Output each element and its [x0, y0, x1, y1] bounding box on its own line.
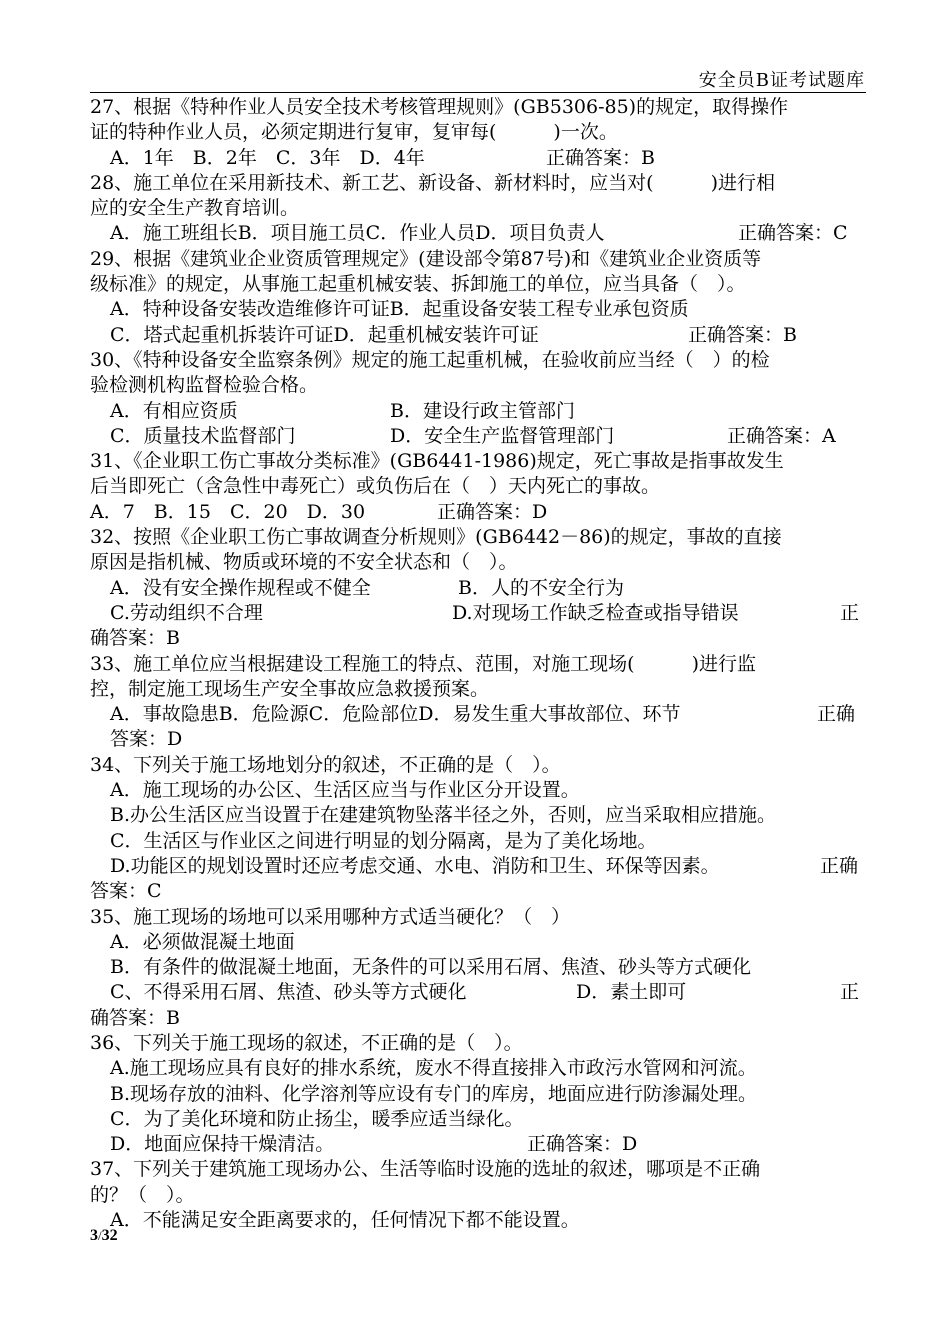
text-line: 36、下列关于施工现场的叙述，不正确的是（ ）。: [90, 1031, 523, 1054]
answer-text: 正确答案：C: [738, 222, 848, 245]
answer-text: 正确答案：D: [437, 500, 548, 523]
answer-text: 答案：C: [90, 880, 162, 903]
answer-text: 正确答案：A: [727, 424, 836, 447]
answer-text: 答案：D: [110, 728, 183, 751]
option-line: A．特种设备安装改造维修许可证B．起重设备安装工程专业承包资质: [110, 298, 689, 321]
page-separator: /: [98, 1228, 102, 1243]
option-text: A．没有安全操作规程或不健全: [110, 576, 371, 599]
option-line: A．必须做混凝土地面: [110, 930, 295, 953]
option-line: [90, 601, 870, 626]
option-line: [90, 1132, 870, 1157]
option-line: [90, 424, 870, 449]
option-line: [90, 500, 870, 525]
text-line: 33、施工单位应当根据建设工程施工的特点、范围，对施工现场( )进行监: [90, 652, 757, 675]
answer-text: 正确: [820, 854, 859, 877]
text-line: 37、下列关于建筑施工现场办公、生活等临时设施的选址的叙述，哪项是不正确: [90, 1158, 761, 1181]
option-line: [90, 980, 870, 1005]
text-line: 28、施工单位在采用新技术、新工艺、新设备、新材料时，应当对( )进行相: [90, 171, 776, 194]
option-text: D.功能区的规划设置时还应考虑交通、水电、消防和卫生、环保等因素。: [110, 854, 720, 877]
text-line: 控，制定施工现场生产安全事故应急救援预案。: [90, 677, 490, 700]
answer-text: 正确答案：B: [688, 323, 797, 346]
option-line: B.现场存放的油料、化学溶剂等应设有专门的库房，地面应进行防渗漏处理。: [110, 1082, 758, 1105]
option-line: A．施工现场的办公区、生活区应当与作业区分开设置。: [110, 779, 580, 802]
option-line: [90, 399, 870, 424]
header-title: 安全员B证考试题库: [698, 70, 865, 91]
answer-text: 确答案：B: [90, 627, 180, 650]
text-line: 31、《企业职工伤亡事故分类标准》(GB6441-1986)规定，死亡事故是指事故发生: [90, 450, 784, 473]
text-line: 验检测机构监督检验合格。: [90, 374, 319, 397]
option-line: A．不能满足安全距离要求的，任何情况下都不能设置。: [110, 1209, 580, 1232]
option-line: [90, 702, 870, 727]
page-number: [90, 1227, 118, 1245]
text-line: 证的特种作业人员，必须定期进行复审，复审每( )一次。: [90, 121, 618, 144]
option-line: [90, 221, 870, 246]
text-line: 32、按照《企业职工伤亡事故调查分析规则》(GB6442－86)的规定，事故的直接: [90, 526, 782, 549]
option-text: B．人的不安全行为: [458, 576, 624, 599]
text-line: 后当即死亡（含急性中毒死亡）或负伤后在（ ）天内死亡的事故。: [90, 475, 661, 498]
text-line: 29、根据《建筑业企业资质管理规定》(建设部令第87号)和《建筑业企业资质等: [90, 247, 762, 270]
option-text: A．施工班组长B．项目施工员C．作业人员D．项目负责人: [110, 222, 605, 245]
answer-text: 正: [840, 601, 860, 624]
option-text: D.对现场工作缺乏检查或指导错误: [452, 601, 739, 624]
text-line: 的？（ ）。: [90, 1183, 195, 1206]
option-line: B．有条件的做混凝土地面，无条件的可以采用石屑、焦渣、砂头等方式硬化: [110, 956, 751, 979]
option-text: D．安全生产监督管理部门: [390, 424, 615, 447]
option-line: [90, 576, 870, 601]
text-line: 原因是指机械、物质或环境的不安全状态和（ ）。: [90, 551, 518, 574]
answer-text: 正: [840, 981, 860, 1004]
option-text: D．地面应保持干燥清洁。: [110, 1133, 335, 1156]
question-content: [90, 95, 870, 1233]
text-line: 级标准》的规定，从事施工起重机械安装、拆卸施工的单位，应当具备（ ）。: [90, 273, 746, 296]
page-current: 3: [90, 1227, 98, 1244]
option-text: C、不得采用石屑、焦渣、砂头等方式硬化: [110, 981, 467, 1004]
option-line: [90, 323, 870, 348]
option-line: [90, 854, 870, 879]
option-line: [90, 146, 870, 171]
text-line: 34、下列关于施工场地划分的叙述，不正确的是（ ）。: [90, 753, 561, 776]
option-line: B.办公生活区应当设置于在建建筑物坠落半径之外，否则，应当采取相应措施。: [110, 804, 777, 827]
header-rule: [90, 92, 866, 93]
answer-text: 正确答案：D: [527, 1133, 638, 1156]
text-line: 35、施工现场的场地可以采用哪种方式适当硬化？（ ）: [90, 905, 571, 928]
text-line: 27、根据《特种作业人员安全技术考核管理规则》(GB5306-85)的规定，取得操作: [90, 96, 789, 118]
answer-text: 确答案：B: [90, 1006, 180, 1029]
option-text: C．塔式起重机拆装许可证D．起重机械安装许可证: [110, 323, 539, 346]
option-text: C.劳动组织不合理: [110, 601, 263, 624]
answer-text: 正确: [817, 703, 856, 726]
option-text: A．1年 B．2年 C．3年 D．4年: [110, 146, 425, 169]
option-text: A．7 B．15 C．20 D．30: [90, 500, 366, 523]
option-text: A．事故隐患B．危险源C．危险部位D．易发生重大事故部位、环节: [110, 703, 681, 726]
page-total: 32: [101, 1227, 118, 1244]
option-text: B．建设行政主管部门: [390, 399, 575, 422]
option-text: C．质量技术监督部门: [110, 424, 296, 447]
option-line: A.施工现场应具有良好的排水系统，废水不得直接排入市政污水管网和河流。: [110, 1057, 757, 1080]
option-line: C．生活区与作业区之间进行明显的划分隔离，是为了美化场地。: [110, 829, 657, 852]
text-line: 30、《特种设备安全监察条例》规定的施工起重机械，在验收前应当经（ ）的检: [90, 348, 770, 371]
option-text: D．素土即可: [576, 981, 687, 1004]
text-line: 应的安全生产教育培训。: [90, 197, 300, 220]
option-text: A．有相应资质: [110, 399, 238, 422]
answer-text: 正确答案：B: [546, 146, 655, 169]
option-line: C．为了美化环境和防止扬尘，暖季应适当绿化。: [110, 1107, 524, 1130]
